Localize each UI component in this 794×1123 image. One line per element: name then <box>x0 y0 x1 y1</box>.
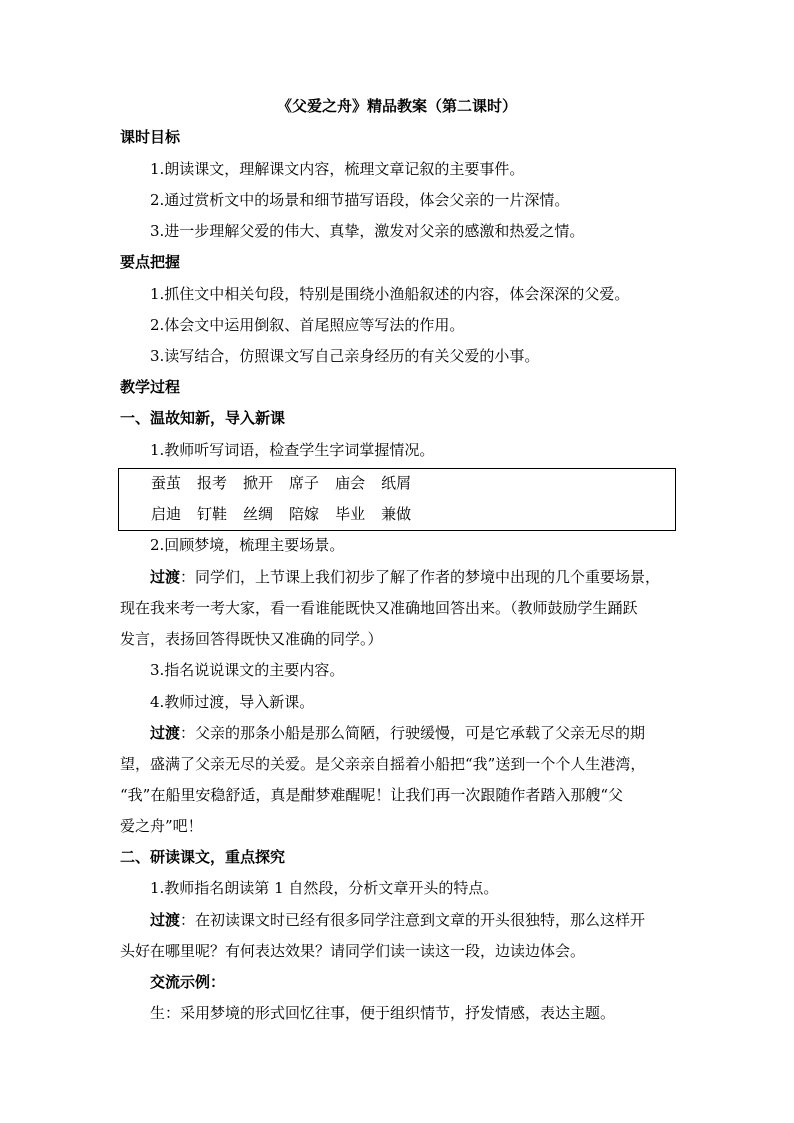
vocab-word: 陪嫁 <box>289 505 320 523</box>
section1-step-3: 3.指名说说课文的主要内容。 <box>150 661 345 679</box>
goals-heading: 课时目标 <box>120 128 181 146</box>
transition-2-line-3: “我”在船里安稳舒适，真是酣梦难醒呢！让我们再一次跟随作者踏入那艘“父 <box>120 786 624 804</box>
transition-text: ：同学们，上节课上我们初步了解了作者的梦境中出现的几个重要场景， <box>180 568 661 586</box>
keypoint-item-1: 1.抓住文中相关句段，特别是围绕小渔船叙述的内容，体会深深的父爱。 <box>150 285 630 303</box>
vocab-word: 钉鞋 <box>197 505 228 523</box>
vocab-row-2 <box>151 504 427 524</box>
transition-text: ：父亲的那条小船是那么简陋，行驶缓慢，可是它承载了父亲无尽的期 <box>180 724 646 742</box>
vocab-word: 丝绸 <box>243 505 274 523</box>
vocab-word: 兼做 <box>381 505 412 523</box>
keypoint-item-3: 3.读写结合，仿照课文写自己亲身经历的有关父爱的小事。 <box>150 347 540 365</box>
transition-1-line-1 <box>150 567 660 587</box>
transition-2-line-2: 望，盛满了父亲无尽的关爱。是父亲亲自摇着小船把“我”送到一个个人生港湾， <box>120 755 646 773</box>
vocab-word: 毕业 <box>335 505 366 523</box>
student-answer: 生：采用梦境的形式回忆往事，便于组织情节，抒发情感，表达主题。 <box>150 1004 616 1022</box>
vocab-word: 席子 <box>289 474 320 492</box>
vocabulary-box <box>118 468 676 531</box>
transition-1-line-3: 发言，表扬回答得既快又准确的同学。） <box>120 630 383 648</box>
transition-2-line-1 <box>150 723 645 743</box>
section2-heading: 二、研读课文，重点探究 <box>120 848 286 866</box>
keypoints-heading: 要点把握 <box>120 253 181 271</box>
transition-3-line-1 <box>150 910 645 930</box>
transition-1-line-2: 现在我来考一考大家，看一看谁能既快又准确地回答出来。（教师鼓励学生踊跃 <box>120 599 638 617</box>
example-heading: 交流示例： <box>150 973 226 991</box>
transition-3-line-2: 头好在哪里呢？有何表达效果？请同学们读一读这一段，边读边体会。 <box>120 942 586 960</box>
vocab-word: 纸屑 <box>381 474 412 492</box>
goal-item-2: 2.通过赏析文中的场景和细节描写语段，体会父亲的一片深情。 <box>150 191 570 209</box>
vocab-word: 报考 <box>197 474 228 492</box>
section2-step-1: 1.教师指名朗读第 1 自然段，分析文章开头的特点。 <box>150 879 499 897</box>
section1-step-1: 1.教师听写词语，检查学生字词掌握情况。 <box>150 441 435 459</box>
vocab-word: 掀开 <box>243 474 274 492</box>
transition-label: 过渡 <box>150 724 181 742</box>
keypoint-item-2: 2.体会文中运用倒叙、首尾照应等写法的作用。 <box>150 316 465 334</box>
vocab-row-1 <box>151 473 427 493</box>
transition-text: ：在初读课文时已经有很多同学注意到文章的开头很独特，那么这样开 <box>180 911 646 929</box>
vocab-word: 蚕茧 <box>151 474 182 492</box>
vocab-word: 启迪 <box>151 505 182 523</box>
section1-heading: 一、温故知新，导入新课 <box>120 409 286 427</box>
process-heading: 教学过程 <box>120 378 181 396</box>
document-title: 《父爱之舟》精品教案（第二课时） <box>276 97 517 115</box>
section1-step-2: 2.回顾梦境，梳理主要场景。 <box>150 536 345 554</box>
transition-2-line-4: 爱之舟”吧！ <box>120 817 203 835</box>
transition-label: 过渡 <box>150 568 181 586</box>
transition-label: 过渡 <box>150 911 181 929</box>
goal-item-1: 1.朗读课文，理解课文内容，梳理文章记叙的主要事件。 <box>150 160 525 178</box>
vocab-word: 庙会 <box>335 474 366 492</box>
section1-step-4: 4.教师过渡，导入新课。 <box>150 693 315 711</box>
goal-item-3: 3.进一步理解父爱的伟大、真挚，激发对父亲的感激和热爱之情。 <box>150 222 585 240</box>
